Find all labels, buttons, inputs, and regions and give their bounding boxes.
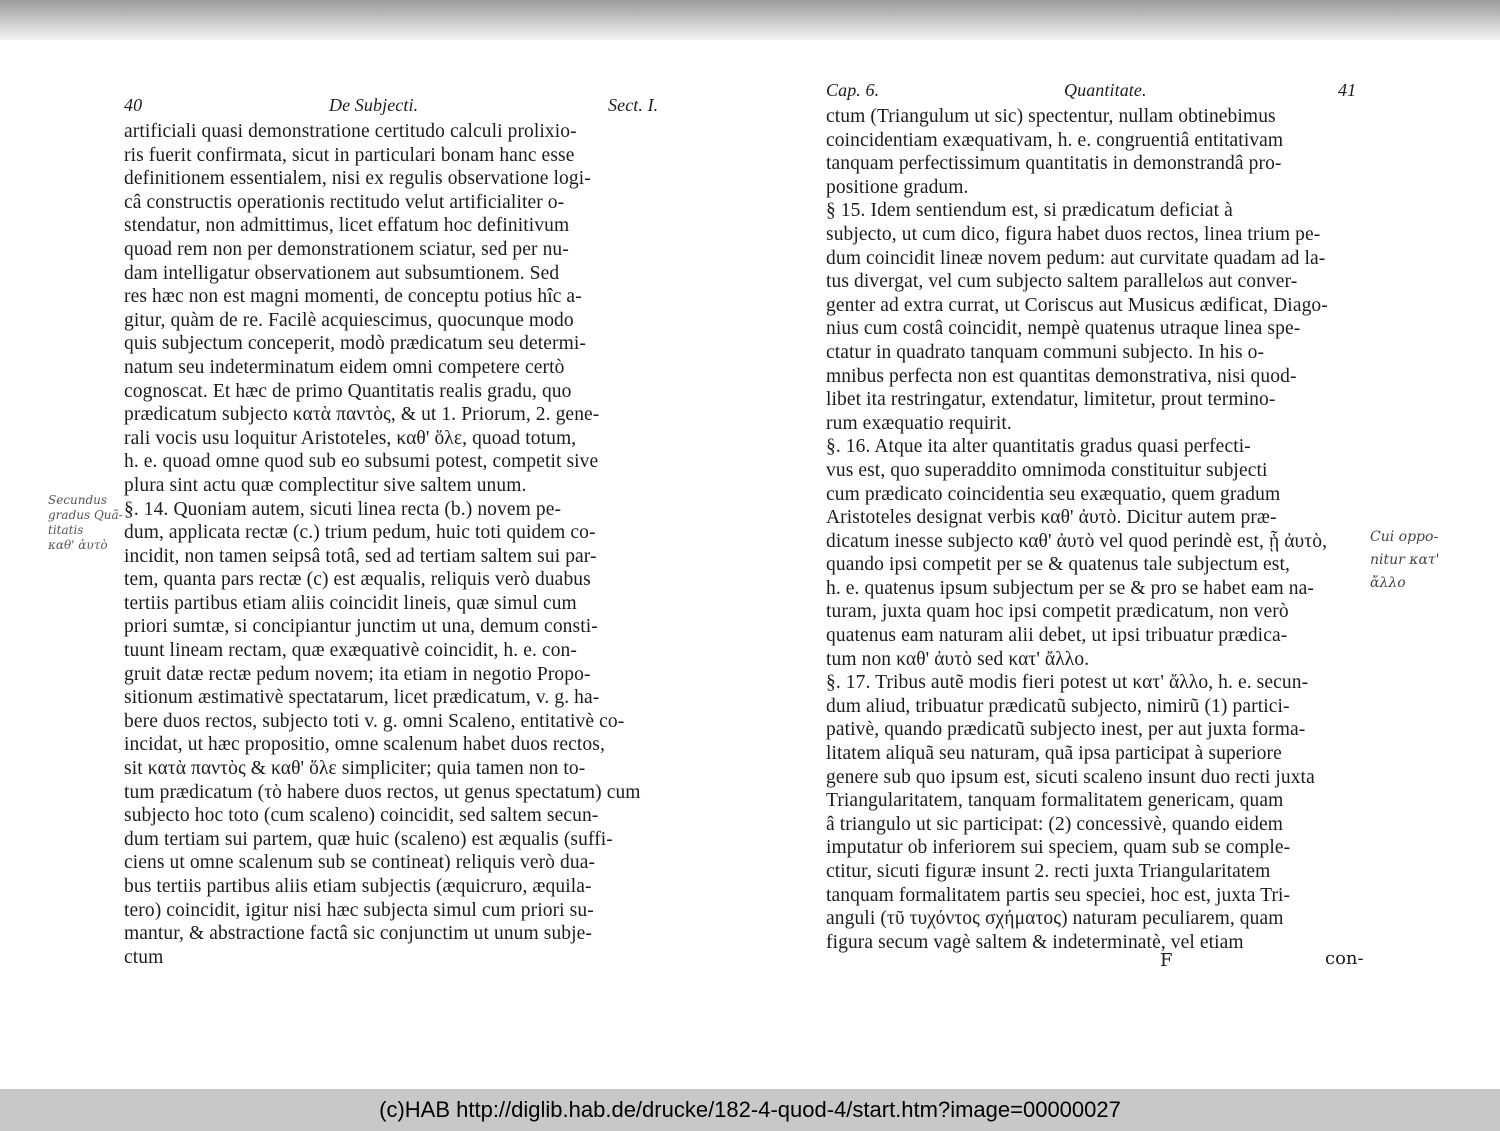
- text-line: sitionum æstimativè spectatarum, licet prædicatum, v. g. ha-: [124, 687, 600, 709]
- text-line: artificiali quasi demonstratione certitudo calculi prolixio-: [124, 121, 577, 142]
- text-line: câ constructis operationis rectitudo velut artificialiter o-: [124, 191, 565, 213]
- footer-credit: (c)HAB http://diglib.hab.de/drucke/182-4-quod-4/start.htm?image=00000027: [0, 1089, 1500, 1131]
- left-margin-note: [48, 493, 123, 553]
- text-line: tem, quanta pars rectæ (c) est æqualis, reliquis verò duabus: [124, 569, 591, 591]
- text-line: h. e. quoad omne quod sub eo subsumi potest, competit sive: [124, 451, 599, 473]
- text-line: gitur, quàm de re. Facilè acquiescimus, quocunque modo: [124, 309, 574, 331]
- text-line: quando ipsi competit per se & quatenus tale subjectum est,: [826, 554, 1290, 576]
- text-line: ctatur in quadrato tanquam communi subjecto. In his o-: [826, 341, 1265, 363]
- right-page-number: 41: [1338, 80, 1357, 100]
- text-line: incidat, ut hæc propositio, omne scalenum habet duos rectos,: [124, 734, 605, 756]
- text-line: prædicatum subjecto κατὰ παντὸς, & ut 1. Priorum, 2. gene-: [124, 404, 600, 426]
- left-running-title: De Subjecti.: [329, 95, 419, 115]
- text-line: genere sub quo ipsum est, sicuti scaleno insunt duo recti juxta: [826, 766, 1315, 788]
- left-section: Sect. I.: [608, 95, 659, 115]
- text-line: §. 17. Tribus autẽ modis fieri potest ut κατ' ἄλλο, h. e. secun-: [826, 672, 1309, 694]
- signature-mark: F: [1160, 950, 1173, 971]
- text-line: positione gradum.: [826, 176, 969, 198]
- text-line: vus est, quo superaddito omnimoda constituitur subjecti: [826, 459, 1268, 481]
- text-line: incidit, non tamen seipsâ totâ, sed ad tertiam saltem sui par-: [124, 545, 597, 567]
- text-line: coincidentiam exæquativam, h. e. congruentiâ entitativam: [826, 129, 1284, 151]
- text-line: dum tertiam sui partem, quæ huic (scaleno) est æqualis (suffi-: [124, 828, 613, 850]
- text-line: Aristoteles designat verbis καθ' ἀυτὸ. Dicitur autem præ-: [826, 507, 1277, 529]
- text-line: ris fuerit confirmata, sicut in particulari bonam hanc esse: [124, 144, 575, 166]
- text-line: rali vocis usu loquitur Aristoteles, καθ' ὅλε, quoad totum,: [124, 427, 577, 449]
- left-page: [124, 94, 676, 969]
- right-page-header: [826, 79, 1366, 105]
- text-line: mnibus perfecta non est quantitas demonstrativa, nisi quod-: [826, 365, 1297, 387]
- text-line: tuunt lineam rectam, quæ exæquativè coincidit, h. e. con-: [124, 640, 577, 662]
- catchword: con-: [1325, 948, 1364, 969]
- text-line: cum prædicato coincidentia seu exæquatio, quem gradum: [826, 483, 1281, 505]
- text-line: anguli (τῦ τυχόντος σχήματος) naturam peculiarem, quam: [826, 908, 1284, 930]
- text-line: tanquam formalitatem partis seu speciei, hoc est, juxta Tri-: [826, 884, 1291, 906]
- text-line: ctitur, sicuti figuræ insunt 2. recti juxta Triangularitatem: [826, 861, 1271, 882]
- right-running-title: Quantitate.: [1064, 80, 1147, 100]
- text-line: quoad rem non per demonstrationem sciatur, sed per nu-: [124, 238, 569, 260]
- text-line: quatenus eam naturam alii debet, ut ipsi tribuatur prædica-: [826, 625, 1288, 647]
- left-page-number: 40: [124, 95, 143, 115]
- text-line: nitur κατ': [1370, 552, 1440, 568]
- left-page-header: [124, 94, 676, 120]
- right-margin-note: [1370, 526, 1440, 595]
- text-line: tum non καθ' ἀυτὸ sed κατ' ἄλλο.: [826, 648, 1090, 670]
- right-page: [826, 79, 1366, 954]
- text-line: bus tertiis partibus aliis etiam subjectis (æquicruro, æquila-: [124, 876, 592, 897]
- text-line: subjecto hoc toto (cum scaleno) coincidit, sed saltem secun-: [124, 805, 599, 827]
- text-line: §. 16. Atque ita alter quantitatis gradus quasi perfecti-: [826, 436, 1251, 458]
- text-line: tero) coincidit, igitur nisi hæc subjecta simul cum priori su-: [124, 899, 594, 921]
- text-line: imputatur ob inferiorem sui speciem, quam sub se comple-: [826, 837, 1291, 859]
- text-line: priori sumtæ, si concipiantur junctim ut una, demum consti-: [124, 616, 598, 638]
- text-line: §. 14. Quoniam autem, sicuti linea recta (b.) novem pe-: [124, 498, 562, 520]
- text-line: καθ' ἀυτὸ: [48, 538, 108, 552]
- right-chapter: Cap. 6.: [826, 80, 880, 100]
- text-line: mantur, & abstractione factâ sic conjunctim ut unum subje-: [124, 923, 593, 945]
- scan-top-edge: [0, 0, 1500, 40]
- text-line: dum coincidit lineæ novem pedum: aut curvitate quadam ad la-: [826, 247, 1326, 269]
- text-line: rum exæquatio requirit.: [826, 412, 1012, 434]
- text-line: quis subjectum conceperit, modò prædicatum seu determi-: [124, 333, 587, 355]
- text-line: dum, applicata rectæ (c.) trium pedum, huic toti quidem co-: [124, 522, 596, 544]
- text-line: dum aliud, tribuatur prædicatũ subjecto, nimirũ (1) partici-: [826, 695, 1290, 717]
- text-line: titatis: [48, 523, 84, 537]
- text-line: subjecto, ut cum dico, figura habet duos rectos, linea trium pe-: [826, 223, 1321, 245]
- text-line: genter ad extra currat, ut Coriscus aut Musicus ædificat, Diago-: [826, 294, 1328, 316]
- left-page-text: [124, 120, 676, 969]
- text-line: â triangulo ut sic participat: (2) concessivè, quando eidem: [826, 813, 1283, 835]
- text-line: tus divergat, vel cum subjecto saltem parallelωs aut conver-: [826, 271, 1298, 293]
- text-line: stendatur, non admittimus, licet effatum hoc definitivum: [124, 215, 570, 237]
- text-line: h. e. quatenus ipsum subjectum per se & pro se habet eam na-: [826, 577, 1314, 599]
- text-line: ἄλλο: [1370, 575, 1406, 591]
- text-line: nius cum costâ coincidit, nempè quatenus utraque linea spe-: [826, 318, 1301, 340]
- text-line: litatem aliquã seu naturam, quã ipsa participat à superiore: [826, 743, 1282, 765]
- text-line: § 15. Idem sentiendum est, si prædicatum deficiat à: [826, 200, 1233, 222]
- text-line: Cui oppo-: [1370, 529, 1439, 545]
- text-line: tanquam perfectissimum quantitatis in demonstrandâ pro-: [826, 153, 1282, 175]
- text-line: gruit datæ rectæ pedum novem; ita etiam in negotio Propo-: [124, 663, 591, 685]
- text-line: ciens ut omne scalenum sub se contineat) reliquis verò dua-: [124, 852, 596, 874]
- text-line: turam, juxta quam hoc ipsi competit prædicatum, non verò: [826, 601, 1289, 623]
- text-line: bere duos rectos, subjecto toti v. g. omni Scaleno, entitativè co-: [124, 710, 625, 732]
- text-line: dicatum inesse subjecto καθ' ἀυτὸ vel quod perindè est, ᾗ ἀυτὸ,: [826, 530, 1328, 552]
- text-line: libet ita restringatur, extendatur, limitetur, prout termino-: [826, 389, 1276, 411]
- text-line: Secundus: [48, 493, 108, 507]
- text-line: sit κατὰ παντὸς & καθ' ὅλε simpliciter; quia tamen non to-: [124, 758, 586, 780]
- text-line: gradus Quã-: [48, 508, 123, 522]
- right-page-text: [826, 105, 1366, 954]
- text-line: cognoscat. Et hæc de primo Quantitatis realis gradu, quo: [124, 380, 572, 402]
- text-line: definitionem essentialem, nisi ex regulis observatione logi-: [124, 168, 591, 190]
- text-line: dam intelligatur observationem aut subsumtionem. Sed: [124, 262, 560, 284]
- text-line: ctum (Triangulum ut sic) spectentur, nullam obtinebimus: [826, 106, 1276, 127]
- text-line: Triangularitatem, tanquam formalitatem genericam, quam: [826, 790, 1284, 812]
- text-line: tum prædicatum (τὸ habere duos rectos, ut genus spectatum) cum: [124, 781, 641, 803]
- text-line: plura sint actu quæ complectitur sive saltem unum.: [124, 474, 527, 496]
- text-line: natum seu indeterminatum eidem omni competere certò: [124, 356, 565, 378]
- text-line: res hæc non est magni momenti, de conceptu potius hîc a-: [124, 286, 582, 308]
- text-line: pativè, quando prædicatũ subjecto inest, per aut juxta forma-: [826, 719, 1306, 741]
- text-line: ctum: [124, 946, 164, 968]
- text-line: tertiis partibus etiam aliis coincidit lineis, quæ simul cum: [124, 592, 577, 614]
- text-line: figura secum vagè saltem & indeterminatè, vel etiam: [826, 931, 1244, 953]
